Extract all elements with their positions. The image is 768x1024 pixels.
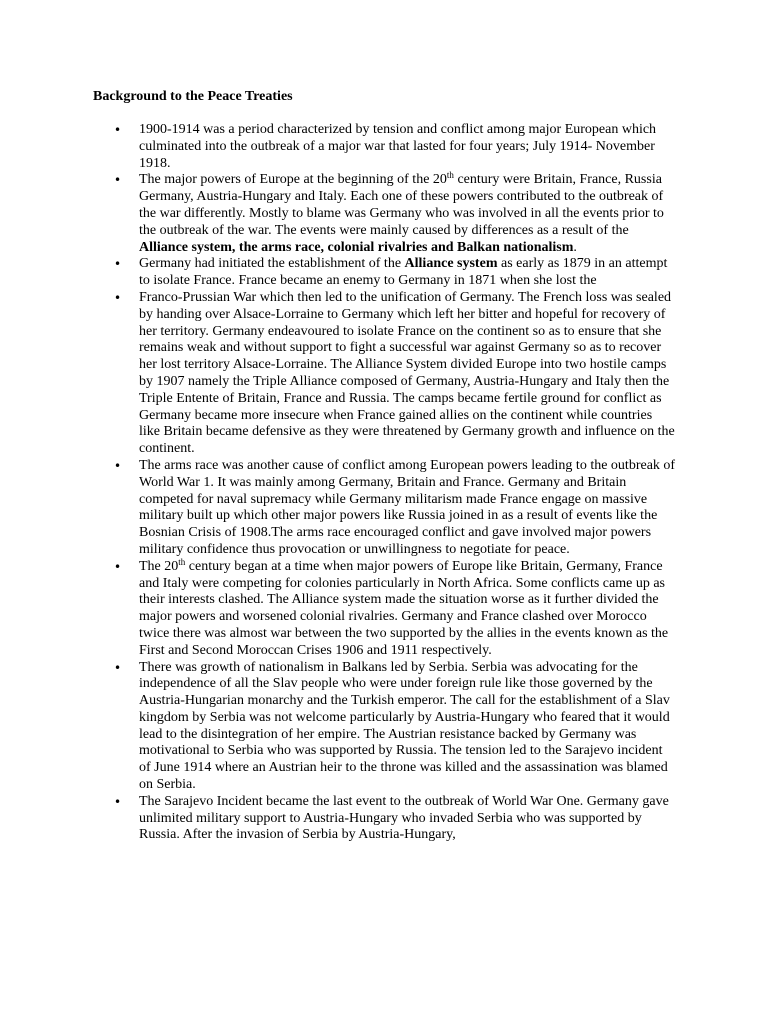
list-item (0, 660, 768, 794)
list-item (0, 172, 768, 256)
bold-text: Alliance system, the arms race, colonial rivalries and Balkan nationalism (139, 239, 574, 255)
list-item (0, 458, 768, 559)
item-text: century were Britain, France, Russia Germany, Austria-Hungary and Italy. Each one of these powers contributed to the outbreak of the war differently. Mostly to blame was Germany who was involved in all the events prior to the outbreak of the war. The events were mainly caused by differences as a result of the (139, 172, 664, 238)
item-text: Germany had initiated the establishment of the (139, 256, 405, 272)
superscript: th (446, 170, 454, 181)
bullet-marker: • (114, 290, 122, 305)
bullet-marker: • (114, 257, 122, 272)
list-item (0, 794, 768, 844)
bullet-list (0, 122, 768, 844)
list-item (0, 122, 768, 172)
bullet-marker: • (114, 794, 122, 809)
list-item (0, 290, 768, 458)
bold-text: Alliance system (404, 256, 498, 272)
item-text: as early as 1879 in an attempt to isolate France. France became an enemy to Germany in 1871 when she lost the (139, 256, 668, 289)
item-text: There was growth of nationalism in Balkans led by Serbia. Serbia was advocating for the independence of all the Slav people who were under foreign rule like those governed by the Austria-Hungarian monarchy and the Turkish emperor. The call for the establishment of a Slav kingdom by Serbia was not welcome particularly by Austria-Hungary who feared that it would lead to the disintegration of her empire. The Austrian resistance backed by Germany was motivational to Serbia who was supported by Russia. The tension led to the Sarajevo incident of June 1914 where an Austrian heir to the throne was killed and the assassination was blamed on Serbia. (139, 659, 670, 793)
item-text: The major powers of Europe at the beginning of the 20 (139, 172, 447, 188)
item-text: The arms race was another cause of conflict among European powers leading to the outbreak of World War 1. It was mainly among Germany, Britain and France. Germany and Britain competed for naval supremacy while Germany militarism made France engage on massive military built up which other major powers like Russia joined in as a result of events like the Bosnian Crisis of 1908.The arms race encouraged conflict and gave involved major powers military confidence thus provocation or unwillingness to negotiate for peace. (139, 457, 676, 557)
list-item (0, 556, 768, 660)
item-text: The Sarajevo Incident became the last event to the outbreak of World War One. Germany gave unlimited military support to Austria-Hungary who invaded Serbia who was supported by Russia. After the invasion of Serbia by Austria-Hungary, (139, 793, 669, 843)
item-text: . (573, 239, 577, 255)
superscript: th (178, 556, 186, 567)
item-text: The 20 (139, 558, 179, 574)
bullet-marker: • (114, 559, 122, 574)
item-text: Franco-Prussian War which then led to the unification of Germany. The French loss was sealed by handing over Alsace-Lorraine to Germany which left her bitter and hopeful for recovery of her territory. Germany endeavoured to isolate France on the continent so as to ensure that she remains weak and without support to fight a successful war against Germany so as to recover her lost territory Alsace-Lorraine. The Alliance System divided Europe into two hostile camps by 1907 namely the Triple Alliance composed of Germany, Austria-Hungary and Italy then the Triple Entente of Britain, France and Russia. The camps became fertile ground for conflict as Germany became more insecure when France gained allies on the continent while countries like Britain became defensive as they were threatened by Germany growth and influence on the continent. (139, 289, 675, 457)
bullet-marker: • (114, 660, 122, 675)
list-item (0, 256, 768, 290)
bullet-marker: • (114, 458, 122, 473)
bullet-marker: • (114, 173, 122, 188)
bullet-marker: • (114, 123, 122, 137)
item-text: 1900-1914 was a period characterized by tension and conflict among major European which culminated into the outbreak of a major war that lasted for four years; July 1914- November 1918. (139, 122, 657, 171)
item-text: century began at a time when major powers of Europe like Britain, Germany, France and Italy were competing for colonies particularly in North Africa. Some conflicts came up as their interests clashed. The Alliance system made the situation worse as it further divided the major powers and worsened colonial rivalries. Germany and France clashed over Morocco twice there was almost war between the two supported by the allies in the events known as the First and Second Moroccan Crises 1906 and 1911 respectively. (139, 558, 669, 658)
page-title: Background to the Peace Treaties (93, 89, 293, 104)
